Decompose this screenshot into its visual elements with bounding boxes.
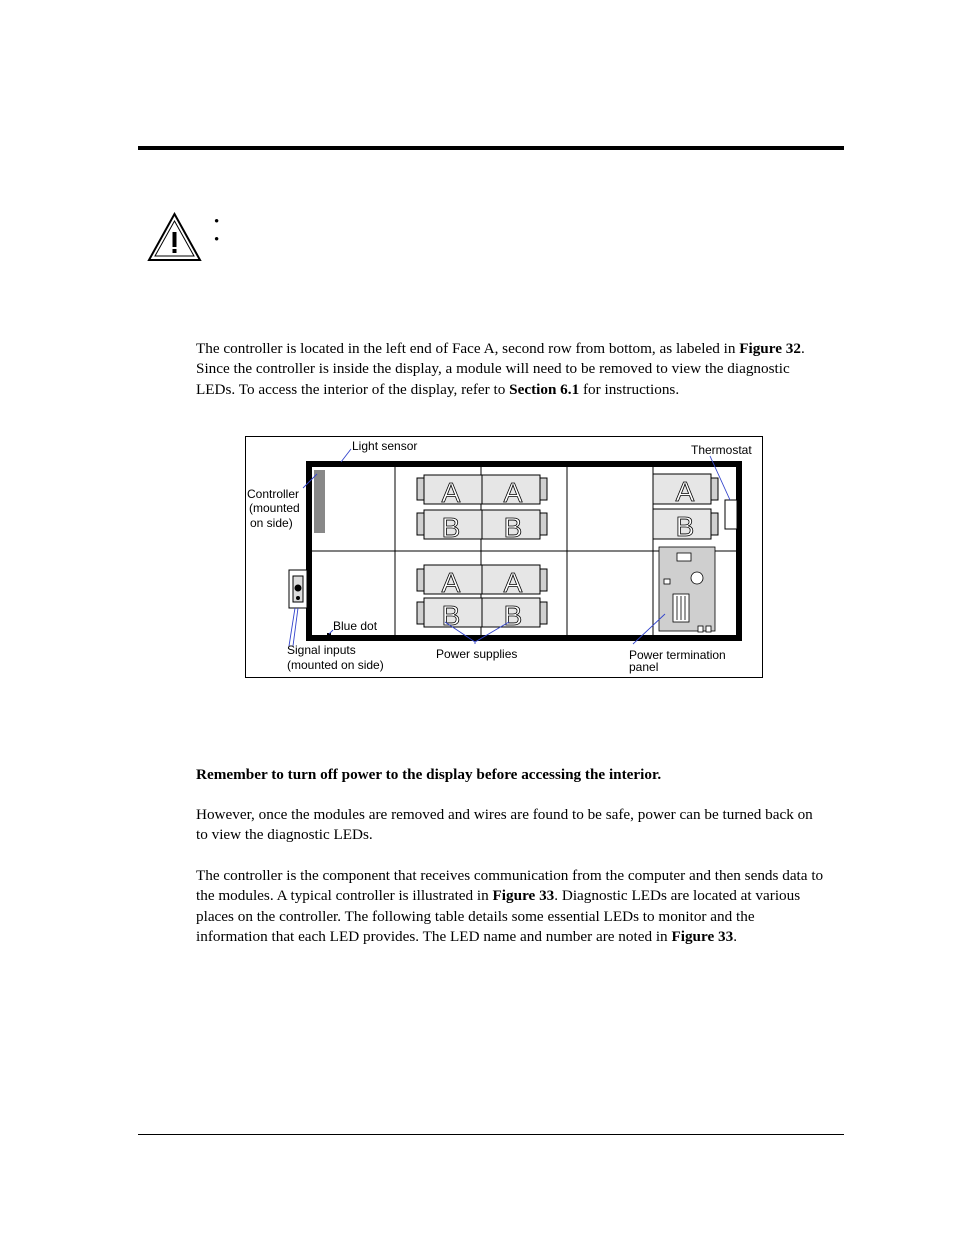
controller-description-paragraph: The controller is the component that receives communication from the computer and then sends data to the modules. A typical controller is illustrated in Figure 33. Diagnostic LEDs are located at various places on the controller. The following table details some essential LEDs to monitor and the information that each LED provides. The LED name and number are noted in Figure 33.: [196, 867, 824, 946]
module-letter-b: B: [441, 600, 461, 631]
warning-bullet-list: [214, 213, 219, 249]
label-controller: Controller: [247, 487, 300, 501]
label-controller: (mounted: [249, 501, 300, 515]
thermostat-box: [725, 500, 737, 529]
power-back-on-paragraph: However, once the modules are removed and wires are found to be safe, power can be turned back on to view the diagnostic LEDs.: [196, 806, 813, 844]
label-power-termination: Power termination: [629, 648, 726, 662]
module-letter-b: B: [503, 512, 523, 543]
controller-location-paragraph: The controller is located in the left end of Face A, second row from bottom, as labeled in Figure 32. Since the controller is inside the display, a module will need to be removed to view the diagnostic LEDs. To access the interior of the display, refer to Section 6.1 for instructions.: [196, 340, 805, 398]
figure-32-display-layout: [245, 436, 763, 678]
controller-block: [314, 470, 325, 533]
label-signal-inputs: Signal inputs: [287, 643, 356, 657]
module-letter-b: B: [503, 600, 523, 631]
label-thermostat: Thermostat: [691, 443, 752, 457]
light-sensor-marker: [340, 462, 344, 465]
label-light-sensor: Light sensor: [352, 439, 418, 453]
module-letter-a: A: [441, 567, 461, 598]
warning-triangle-icon: [147, 212, 202, 262]
label-signal-inputs: (mounted on side): [287, 658, 384, 672]
power-off-warning: Remember to turn off power to the display before accessing the interior.: [196, 766, 662, 783]
header-rule: [138, 146, 844, 150]
module-letter-a: A: [503, 477, 523, 508]
label-power-termination: panel: [629, 660, 659, 674]
label-blue-dot: Blue dot: [333, 619, 378, 633]
module-letter-b: B: [441, 512, 461, 543]
signal-inputs-box: [289, 570, 307, 608]
power-termination-panel: [659, 547, 715, 632]
warning-bullet: •: [214, 232, 220, 248]
module-letter-a: A: [441, 477, 461, 508]
label-power-supplies: Power supplies: [436, 647, 518, 661]
module-letter-a: A: [503, 567, 523, 598]
warning-bullet: •: [214, 214, 220, 230]
module-letter-a: A: [675, 476, 695, 507]
module-letter-b: B: [675, 511, 695, 542]
footer-rule: [138, 1134, 844, 1135]
label-controller: on side): [250, 516, 293, 530]
